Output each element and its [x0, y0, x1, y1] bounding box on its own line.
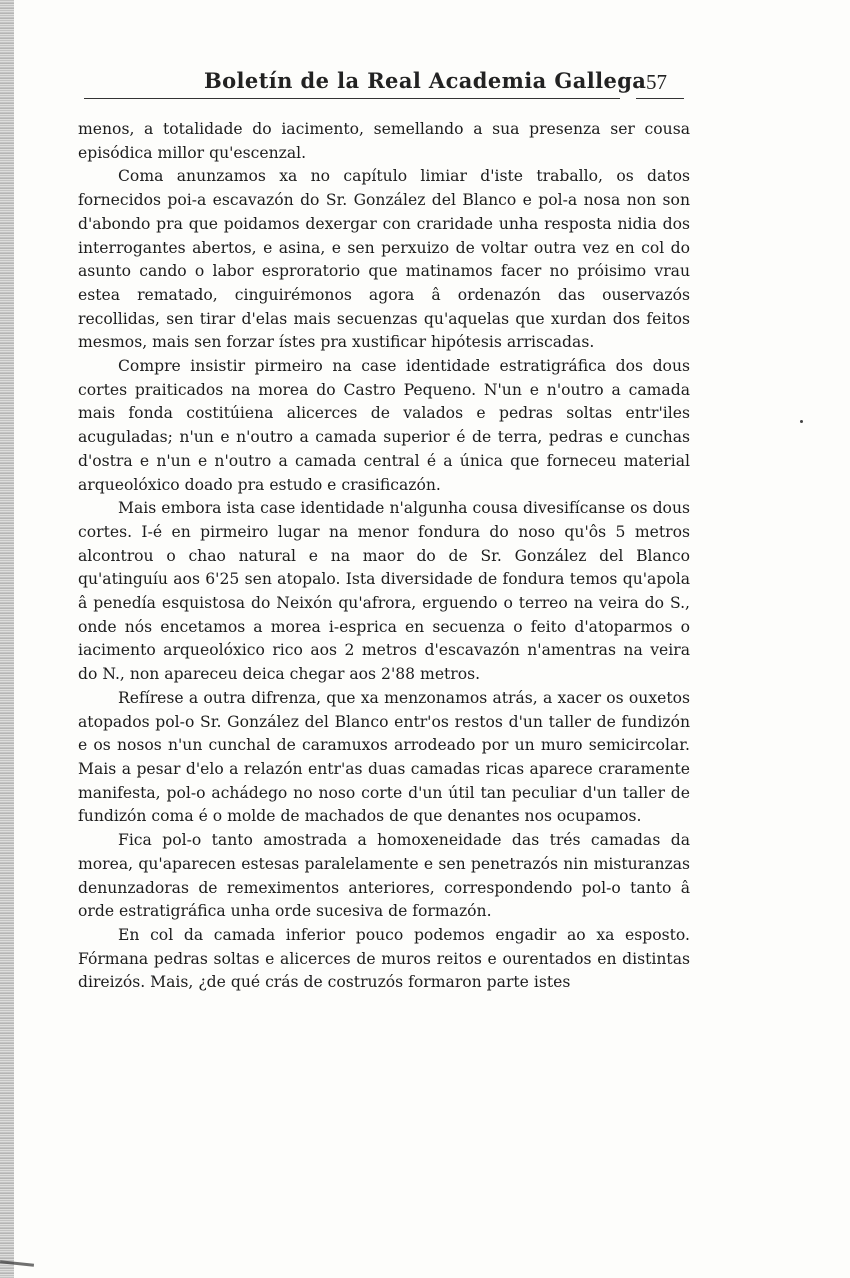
paragraph: menos, a totalidade do iacimento, semellando a sua presenza ser cousa episódica millor qu'escenzal.: [78, 120, 690, 162]
paragraph: Coma anunzamos xa no capítulo limiar d'iste traballo, os datos fornecidos poi-a escavazón do Sr. González del Blanco e pol-a nosa non son d'abondo pra que poidamos dexergar con craridade unha resposta nidia dos interrogantes abertos, e asina, e sen perxuizo de voltar outra vez en col do asunto cando o labor esproratorio que matinamos facer no próisimo vrau estea rematado, cinguirémonos agora â ordenazón das ouservazós recollidas, sen tirar d'elas mais secuenzas qu'aquelas que xurdan dos feitos mesmos, mais sen forzar ístes pra xustificar hipótesis arriscadas.: [78, 167, 690, 352]
running-title: Boletín de la Real Academia Gallega: [204, 68, 647, 93]
paragraph: Refírese a outra difrenza, que xa menzonamos atrás, a xacer os ouxetos atopados pol-o Sr. González del Blanco entr'os restos d'un taller de fundizón e os nosos n'un cunchal de caramuxos arrodeado por un muro semicircolar. Mais a pesar d'elo a relazón entr'as duas camadas ricas aparece craramente manifesta, pol-o achádego no noso corte d'un útil tan peculiar d'un taller de fundizón coma é o molde de machados de que denantes nos ocupamos.: [78, 688, 690, 826]
paragraph: Fica pol-o tanto amostrada a homoxeneidade das trés camadas da morea, qu'aparecen estesas paralelamente e sen penetrazós nin misturanzas denunzadoras de remeximentos anteriores, correspondendo pol-o tanto â orde estratigráfica unha orde sucesiva de formazón.: [78, 831, 690, 921]
paragraph: Compre insistir pirmeiro na case identidade estratigráfica dos dous cortes praiticados na morea do Castro Pequeno. N'un e n'outro a camada mais fonda costitúiena alicerces de valados e pedras soltas entr'iles acuguladas; n'un e n'outro a camada superior é de terra, pedras e cunchas d'ostra e n'un e n'outro a camada central é a única que forneceu material arqueolóxico doado pra estudo e crasificazón.: [78, 357, 690, 494]
ink-speck: [800, 420, 803, 423]
page-number-rule: [636, 98, 684, 99]
header-rule: [84, 98, 620, 99]
page-number: 57: [646, 70, 667, 94]
book-spine-edge: [0, 0, 14, 1278]
paragraph: En col da camada inferior pouco podemos engadir ao xa esposto. Fórmana pedras soltas e alicerces de muros reitos e ourentados en distintas direizós. Mais, ¿de qué crás de costruzós formaron parte istes: [78, 925, 690, 992]
page-header: [84, 68, 684, 98]
body-text: [78, 118, 690, 995]
paragraph: Mais embora ista case identidade n'algunha cousa divesifícanse os dous cortes. I-é en pirmeiro lugar na menor fondura do noso qu'ôs 5 metros alcontrou o chao natural e na maor do de Sr. González del Blanco qu'atinguíu aos 6'25 sen atopalo. Ista diversidade de fondura temos qu'apola â penedía esquistosa do Neixón qu'afrora, erguendo o terreo na veira do S., onde nós encetamos a morea i-esprica en secuenza o feito d'atoparmos o iacimento arqueolóxico rico aos 2 metros d'escavazón n'amentras na veira do N., non apareceu deica chegar aos 2'88 metros.: [78, 499, 690, 684]
